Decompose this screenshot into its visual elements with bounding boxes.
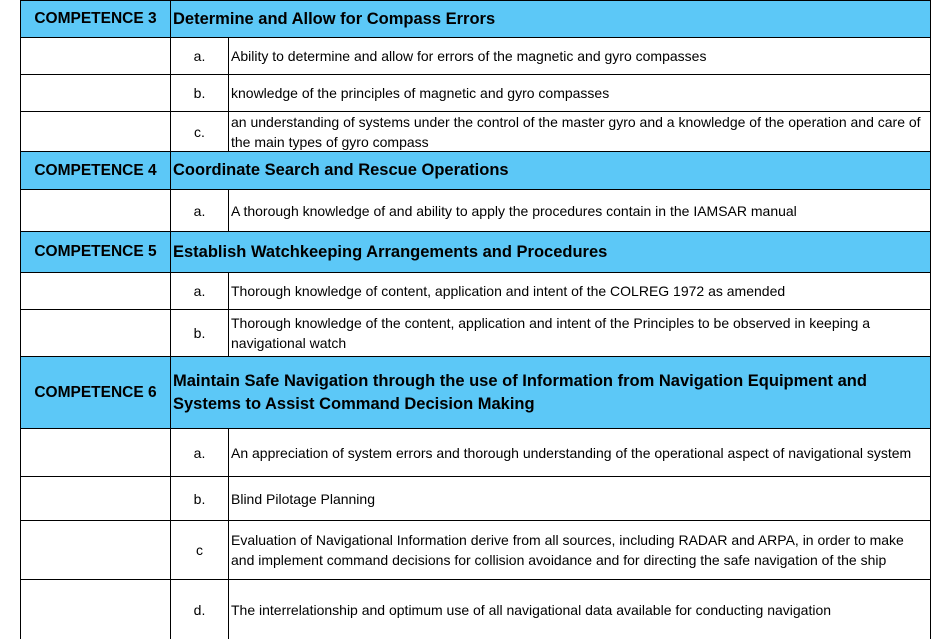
item-letter: a. <box>171 190 229 231</box>
competence-title: Determine and Allow for Compass Errors <box>173 9 496 28</box>
item-letter: a. <box>171 429 229 476</box>
item-text: knowledge of the principles of magnetic and gyro compasses <box>231 85 610 101</box>
empty-cell <box>21 521 171 579</box>
table-row <box>21 273 930 310</box>
table-row <box>21 112 930 152</box>
empty-cell <box>21 477 171 520</box>
competence-6-header <box>21 357 930 429</box>
table-row <box>21 580 930 639</box>
empty-cell <box>21 580 171 639</box>
competence-label: COMPETENCE 6 <box>21 357 171 428</box>
table-row <box>21 190 930 232</box>
table-row <box>21 75 930 112</box>
item-text: Evaluation of Navigational Information derive from all sources, including RADAR and ARPA, in order to make and implement command decisions for collision avoidance and for directing the safe navigation of the ship <box>231 532 904 568</box>
competence-title: Maintain Safe Navigation through the use of Information from Navigation Equipment and Systems to Assist Command Decision Making <box>173 371 867 413</box>
item-text: An appreciation of system errors and thorough understanding of the operational aspect of navigational system <box>231 444 912 461</box>
empty-cell <box>21 190 171 231</box>
competence-label: COMPETENCE 3 <box>21 1 171 37</box>
item-letter: b. <box>171 310 229 356</box>
competence-title: Establish Watchkeeping Arrangements and Procedures <box>173 242 608 261</box>
empty-cell <box>21 112 171 151</box>
item-letter: b. <box>171 75 229 111</box>
item-text: Thorough knowledge of content, application and intent of the COLREG 1972 as amended <box>231 283 786 299</box>
item-text: Blind Pilotage Planning <box>231 490 375 507</box>
item-letter: c. <box>171 112 229 151</box>
table-row <box>21 310 930 357</box>
item-letter: a. <box>171 38 229 74</box>
table-row <box>21 521 930 580</box>
table-row <box>21 477 930 521</box>
item-letter: b. <box>171 477 229 520</box>
item-text: Ability to determine and allow for errors of the magnetic and gyro compasses <box>231 48 707 64</box>
competence-3-header <box>21 1 930 38</box>
item-text: Thorough knowledge of the content, application and intent of the Principles to be observed in keeping a navigational watch <box>231 315 870 351</box>
empty-cell <box>21 310 171 356</box>
competence-title: Coordinate Search and Rescue Operations <box>173 161 509 179</box>
item-letter: c <box>171 521 229 579</box>
item-letter: d. <box>171 580 229 639</box>
item-text: an understanding of systems under the control of the master gyro and a knowledge of the operation and care of the main types of gyro compass <box>231 113 921 150</box>
table-row <box>21 429 930 477</box>
empty-cell <box>21 429 171 476</box>
item-letter: a. <box>171 273 229 309</box>
competence-5-header <box>21 232 930 273</box>
item-text: A thorough knowledge of and ability to apply the procedures contain in the IAMSAR manual <box>231 202 797 219</box>
competence-label: COMPETENCE 5 <box>21 232 171 272</box>
empty-cell <box>21 75 171 111</box>
competence-label: COMPETENCE 4 <box>21 152 171 189</box>
empty-cell <box>21 273 171 309</box>
empty-cell <box>21 38 171 74</box>
table-row <box>21 38 930 75</box>
item-text: The interrelationship and optimum use of all navigational data available for conducting navigation <box>231 601 832 618</box>
competence-4-header <box>21 152 930 190</box>
competence-table <box>20 0 931 639</box>
